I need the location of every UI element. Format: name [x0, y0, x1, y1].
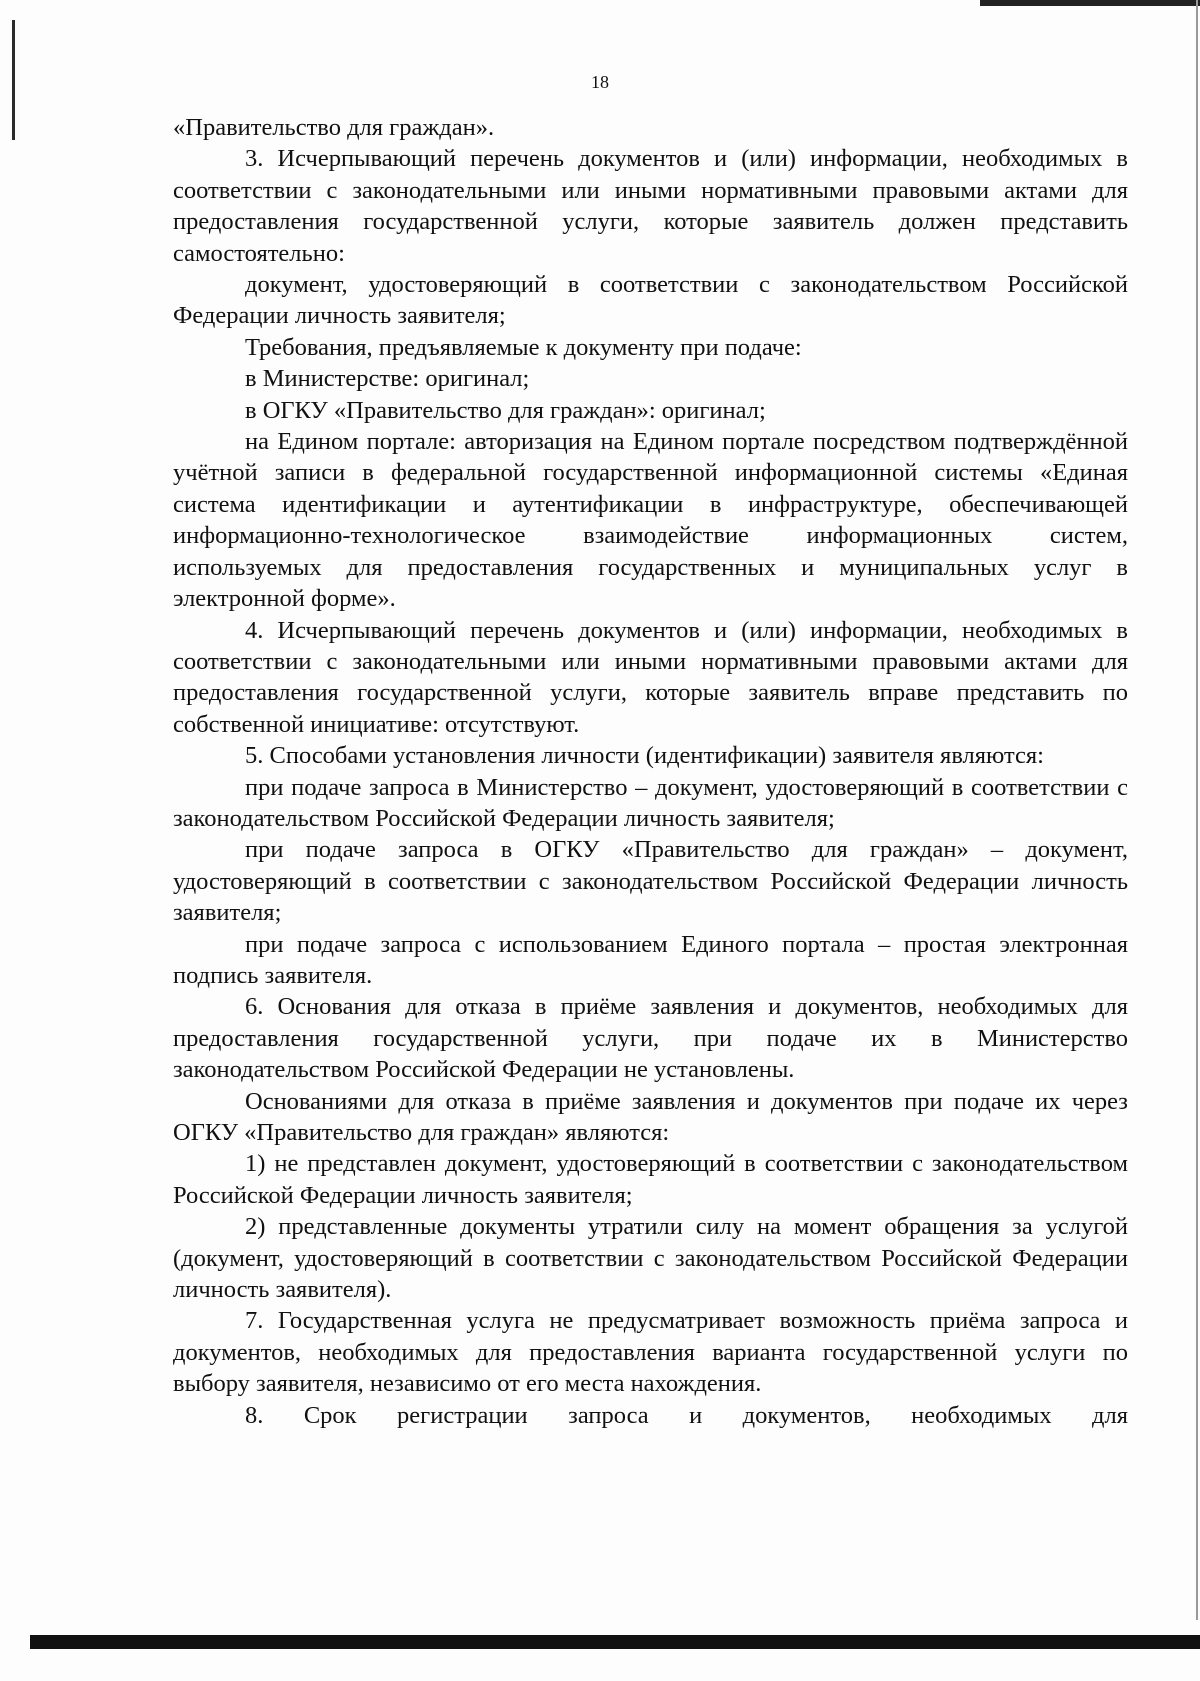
paragraph: 6. Основания для отказа в приёме заявления и документов, необходимых для предоставления государственной услуги, при подаче их в Министерство законодательством Российской Федерации не установлены. — [173, 993, 1128, 1084]
paragraph: 1) не представлен документ, удостоверяющий в соответствии с законодательством Российской Федерации личность заявителя; — [173, 1150, 1128, 1209]
scan-artifact-right — [1196, 0, 1198, 1620]
paragraph: 3. Исчерпывающий перечень документов и (или) информации, необходимых в соответствии с законодательными или иными нормативными правовыми актами для предоставления государственной услуги, которые заявитель должен представить самостоятельно: — [173, 145, 1128, 267]
paragraph: при подаче запроса в ОГКУ «Правительство для граждан» – документ, удостоверяющий в соответствии с законодательством Российской Федерации личность заявителя; — [173, 836, 1128, 927]
scan-artifact-top — [980, 0, 1200, 6]
document-body — [173, 112, 1128, 1431]
page-number: 18 — [591, 72, 609, 92]
paragraph: 5. Способами установления личности (идентификации) заявителя являются: — [245, 742, 1044, 770]
paragraph: документ, удостоверяющий в соответствии с законодательством Российской Федерации личность заявителя; — [173, 271, 1128, 330]
paragraph: в ОГКУ «Правительство для граждан»: оригинал; — [245, 396, 766, 424]
paragraph: Требования, предъявляемые к документу при подаче: — [245, 333, 802, 361]
paragraph: 4. Исчерпывающий перечень документов и (или) информации, необходимых в соответствии с законодательными или иными нормативными правовыми актами для предоставления государственной услуги, которые заявитель вправе представить по собственной инициативе: отсутствуют. — [173, 616, 1128, 738]
paragraph: при подаче запроса с использованием Единого портала – простая электронная подпись заявителя. — [173, 930, 1128, 989]
paragraph: на Едином портале: авторизация на Едином портале посредством подтверждённой учётной записи в федеральной государственной информационной системы «Единая система идентификации и аутентификации в инфраструктуре, обеспечивающей информационно-технологическое взаимодействие информационных систем, используемых для предоставления государственных и муниципальных услуг в электронной форме». — [173, 428, 1128, 613]
paragraph: 2) представленные документы утратили силу на момент обращения за услугой (документ, удостоверяющий в соответствии с законодательством Российской Федерации личность заявителя). — [173, 1213, 1128, 1304]
paragraph: 8. Срок регистрации запроса и документов, необходимых для — [245, 1401, 1128, 1429]
paragraph: в Министерстве: оригинал; — [245, 365, 530, 393]
paragraph: при подаче запроса в Министерство – документ, удостоверяющий в соответствии с законодательством Российской Федерации личность заявителя; — [173, 773, 1128, 832]
paragraph: 7. Государственная услуга не предусматривает возможность приёма запроса и документов, необходимых для предоставления варианта государственной услуги по выбору заявителя, независимо от его места нахождения. — [173, 1307, 1128, 1398]
scan-artifact-bottom — [30, 1635, 1200, 1649]
paragraph: Основаниями для отказа в приёме заявления и документов при подаче их через ОГКУ «Правительство для граждан» являются: — [173, 1087, 1128, 1146]
paragraph: «Правительство для граждан». — [173, 114, 495, 141]
